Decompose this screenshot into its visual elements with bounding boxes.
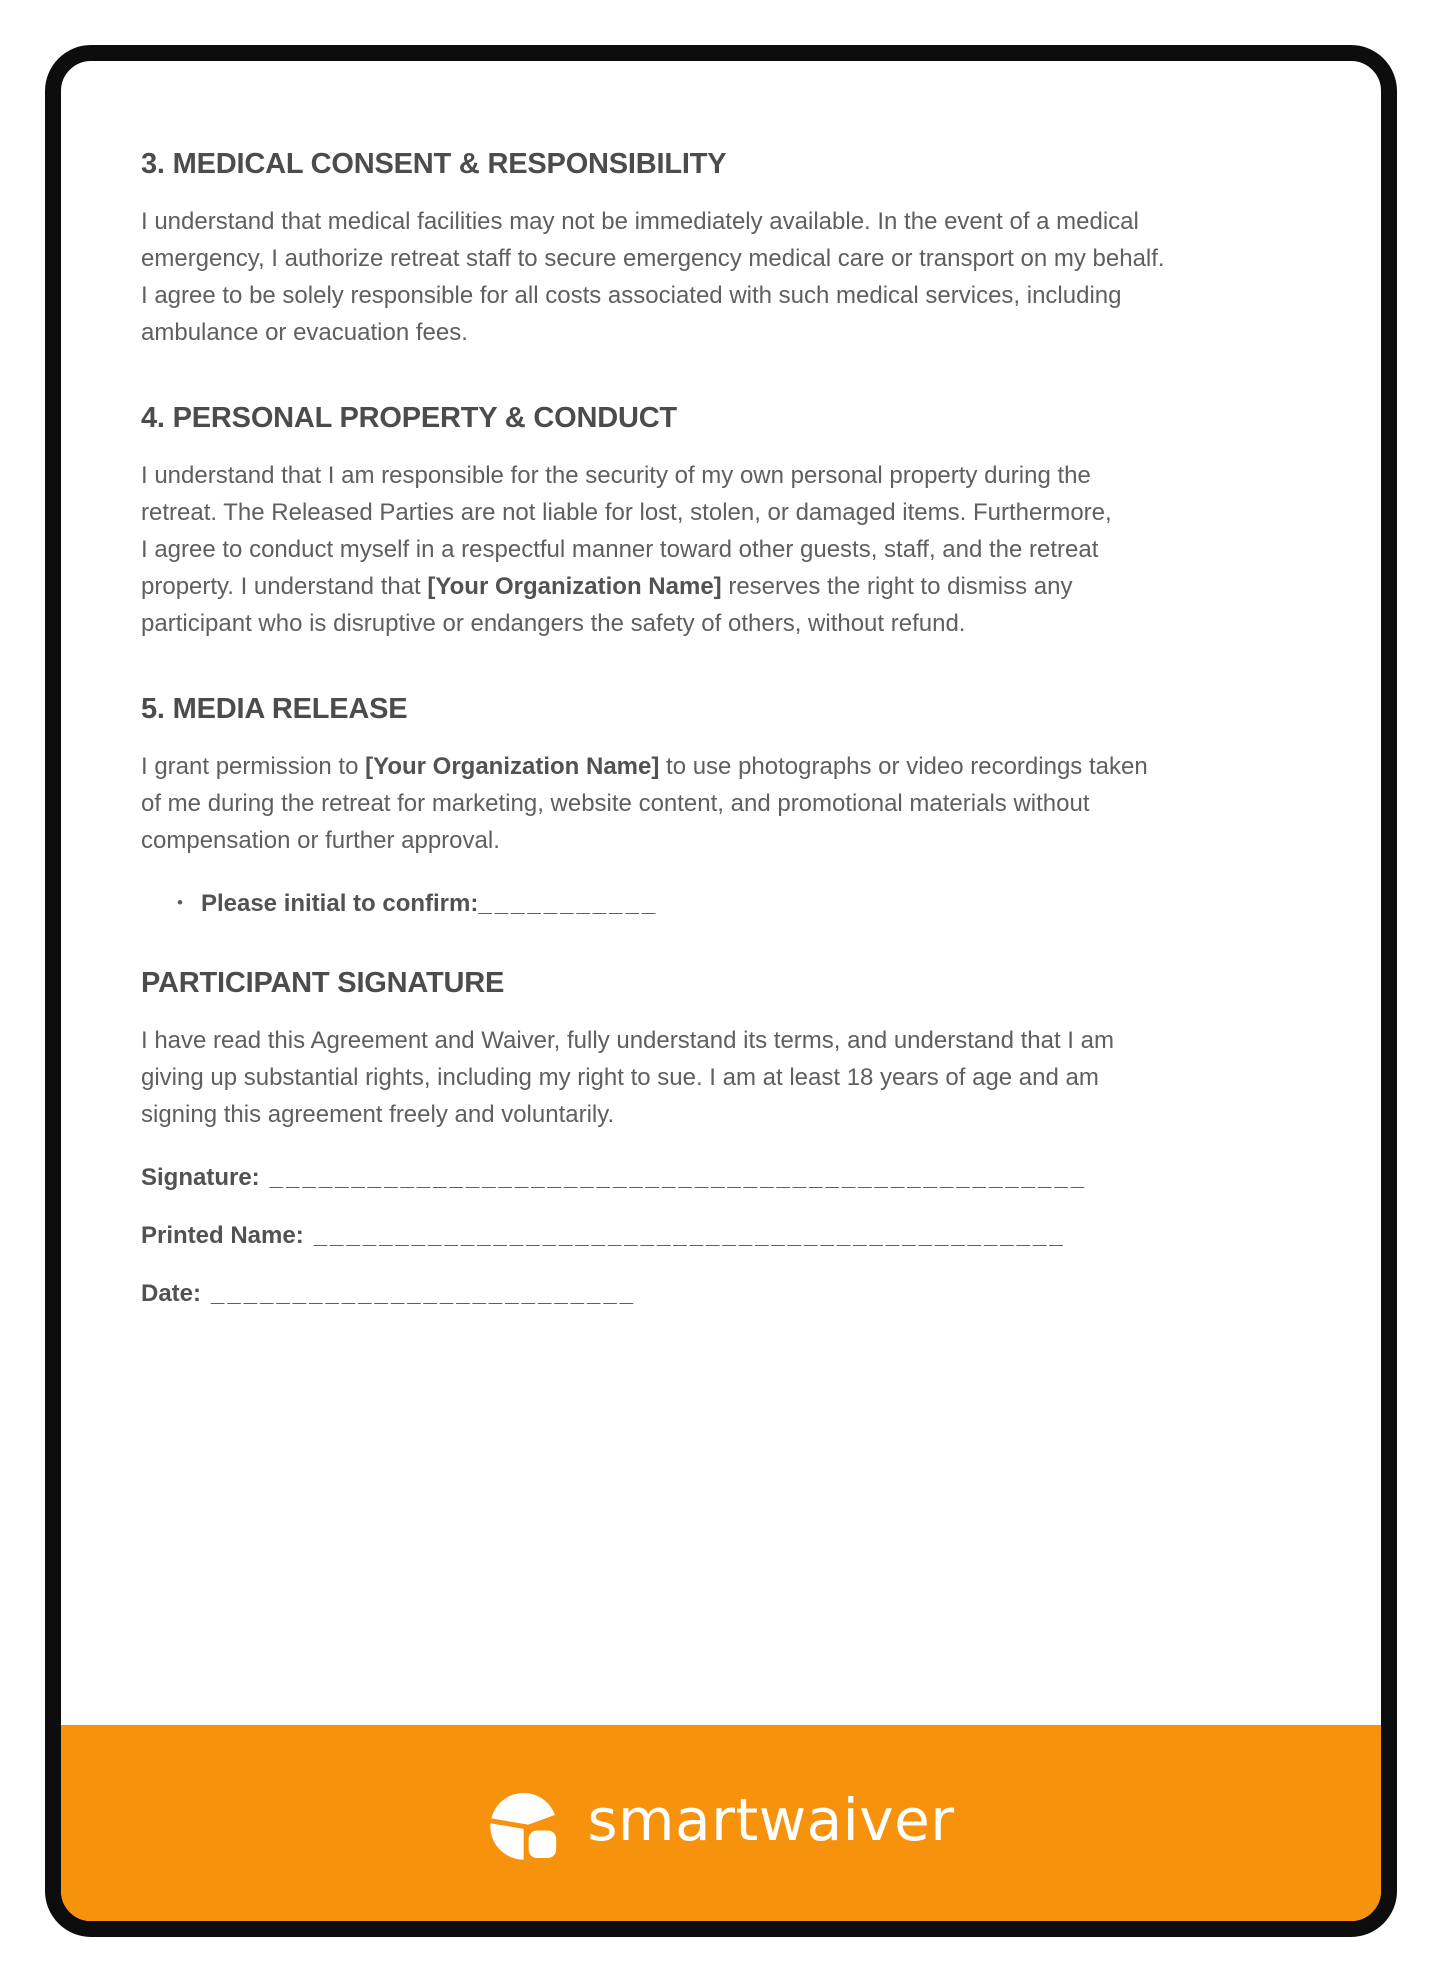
date-label: Date: bbox=[141, 1280, 202, 1307]
signature-line: __________________________________________________ bbox=[269, 1164, 1088, 1191]
printed-name-label: Printed Name: bbox=[141, 1222, 304, 1249]
waiver-document-content bbox=[61, 61, 1381, 1312]
paragraph-participant-signature: I have read this Agreement and Waiver, fully understand its terms, and understand that I am giving up substantial rights, including my right to sue. I am at least 18 years of age and am signing this agreement freely and voluntarily. bbox=[141, 1027, 1114, 1128]
printed-name-row bbox=[141, 1217, 1301, 1254]
printed-name-line: ______________________________________________ bbox=[313, 1222, 1066, 1249]
initial-confirm-item bbox=[177, 885, 1301, 924]
smartwaiver-logo bbox=[487, 1783, 954, 1863]
date-row bbox=[141, 1275, 1301, 1312]
date-line: __________________________ bbox=[211, 1280, 637, 1307]
footer-brand-bar bbox=[61, 1725, 1381, 1921]
heading-media-release: 5. MEDIA RELEASE bbox=[141, 693, 408, 725]
bullet-icon: • bbox=[177, 893, 183, 912]
paragraph-media-release: I grant permission to [Your Organization Name] to use photographs or video recordings taken of me during the retreat for marketing, website content, and promotional materials without compensation or further approval. bbox=[141, 753, 1148, 854]
smartwaiver-icon bbox=[487, 1783, 567, 1863]
initial-confirm-label: Please initial to confirm: bbox=[200, 890, 479, 917]
paragraph-personal-property: I understand that I am responsible for the security of my own personal property during the retreat. The Released Parties are not liable for lost, stolen, or damaged items. Furthermore, I agree to conduct myself in a respectful manner toward other guests, staff, and the retreat property. I understand that [Your Organization Name] reserves the right to dismiss any participant who is disruptive or endangers the safety of others, without refund. bbox=[141, 462, 1112, 637]
smartwaiver-wordmark: smartwaiver bbox=[587, 1786, 955, 1854]
signature-fields-block bbox=[141, 1159, 1301, 1312]
initial-confirm-line: ___________ bbox=[478, 890, 659, 917]
waiver-page-card bbox=[45, 45, 1397, 1937]
paragraph-medical-consent: I understand that medical facilities may not be immediately available. In the event of a medical emergency, I authorize retreat staff to secure emergency medical care or transport on my behalf. I agree to be solely responsible for all costs associated with such medical services, including ambulance or evacuation fees. bbox=[141, 208, 1165, 346]
signature-row bbox=[141, 1159, 1301, 1196]
heading-medical-consent: 3. MEDICAL CONSENT & RESPONSIBILITY bbox=[141, 148, 727, 180]
signature-label: Signature: bbox=[141, 1164, 260, 1191]
heading-personal-property: 4. PERSONAL PROPERTY & CONDUCT bbox=[141, 402, 677, 434]
heading-participant-signature: PARTICIPANT SIGNATURE bbox=[141, 967, 505, 999]
